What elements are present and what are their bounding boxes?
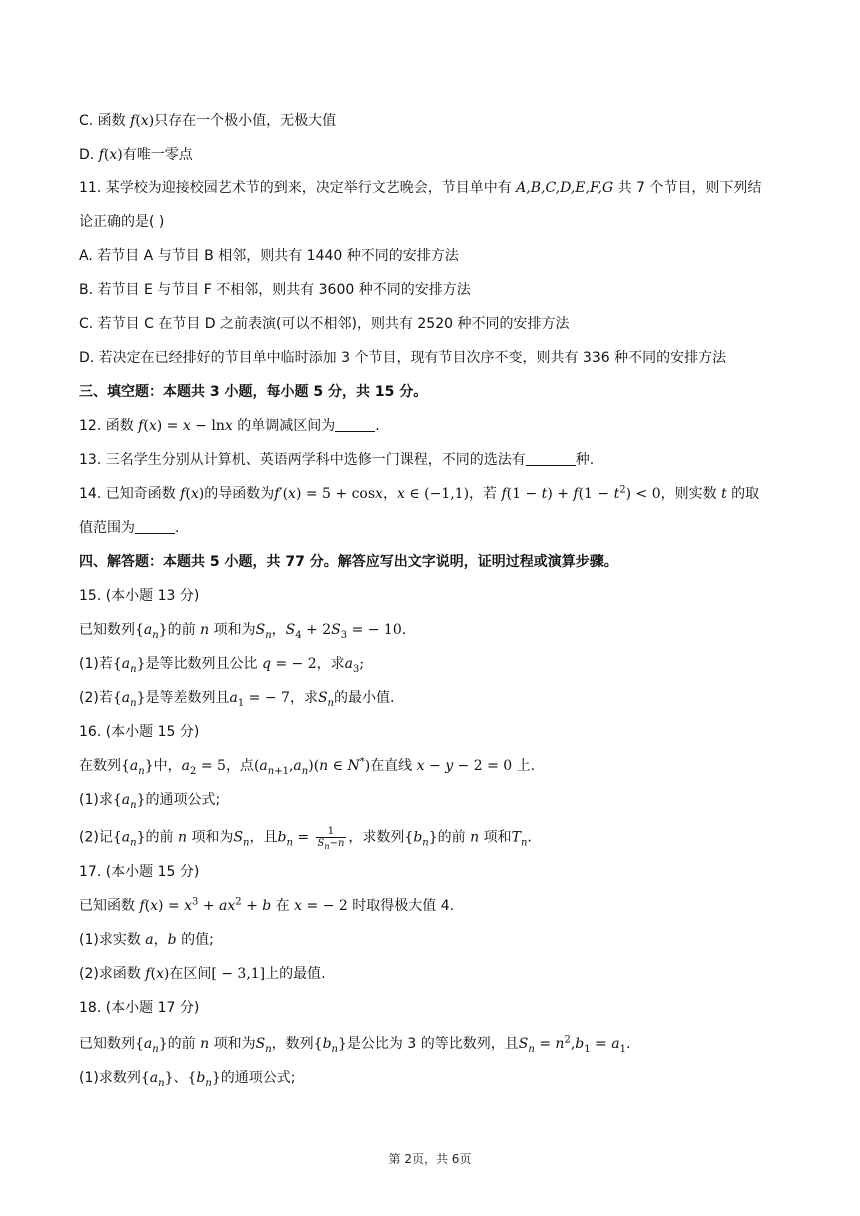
section-4-title: 四、解答题：本题共 5 小题，共 77 分。解答应写出文字说明，证明过程或演算步骤。 bbox=[79, 554, 618, 570]
q15-header: 15. (本小题 13 分) bbox=[79, 588, 200, 604]
q18-header: 18. (本小题 17 分) bbox=[79, 1000, 200, 1016]
section-3-title: 三、填空题：本题共 3 小题，每小题 5 分，共 15 分。 bbox=[79, 384, 428, 400]
q16-part2: (2)记$\{a_n\}$的前 n 项和为$S_n$，且$b_n$ = $\frac{1}{S_n-n}$ ，求数列$\{b_n\}$的前 n 项和$T_n$. bbox=[79, 826, 532, 851]
q18-part1: (1)求数列$\{a_n\}$、$\{b_n\}$的通项公式; bbox=[79, 1070, 296, 1089]
page-footer: 第 2页，共 6页 bbox=[388, 1152, 472, 1166]
q10-option-c: C. 函数 f(x)只存在一个极小值，无极大值 bbox=[79, 113, 337, 129]
q11-option-b: B. 若节目 E 与节目 F 不相邻，则共有 3600 种不同的安排方法 bbox=[79, 282, 471, 298]
q11-option-a: A. 若节目 A 与节目 B 相邻，则共有 1440 种不同的安排方法 bbox=[79, 248, 459, 264]
q11-option-d: D. 若决定在已经排好的节目单中临时添加 3 个节目，现有节目次序不变，则共有 336 种不同的安排方法 bbox=[79, 350, 727, 366]
q10-option-d: D. f(x)有唯一零点 bbox=[79, 147, 193, 163]
q18-stem: 已知数列$\{a_n\}$的前 n 项和为$S_n$，数列$\{b_n\}$是公比为 3 的等比数列，且$S_n = n^2,b_1 = a_1$. bbox=[79, 1034, 631, 1055]
q14-line1: 14. 已知奇函数 f(x)的导函数为f′(x) = 5 + cosx，x ∈ (−1,1)，若 $f(1 - t) + f(1 - t^2) < 0$，则实数 t 的取 bbox=[79, 484, 760, 502]
q11-option-c: C. 若节目 C 在节目 D 之前表演(可以不相邻)，则共有 2520 种不同的安排方法 bbox=[79, 316, 570, 332]
q15-part1: (1)若$\{a_n\}$是等比数列且公比 q = − 2，求$a_3$; bbox=[79, 656, 365, 675]
q16-part1: (1)求$\{a_n\}$的通项公式; bbox=[79, 792, 221, 811]
answer-blank bbox=[526, 451, 576, 466]
q11-stem-line1: 11. 某学校为迎接校园艺术节的到来，决定举行文艺晚会，节目单中有 A,B,C,D,E,F,G 共 7 个节目，则下列结 bbox=[79, 180, 762, 196]
answer-blank bbox=[335, 417, 375, 432]
q12-line: 12. 函数 f(x) = x − lnx 的单调减区间为 . bbox=[79, 418, 380, 434]
q15-part2: (2)若$\{a_n\}$是等差数列且$a_1$ = − 7，求$S_n$的最小值. bbox=[79, 690, 395, 709]
math-fx: f bbox=[130, 113, 136, 129]
fraction: $\frac{1}{S_n-n}$ bbox=[317, 826, 345, 851]
q17-header: 17. (本小题 15 分) bbox=[79, 864, 200, 880]
q11-stem-line2: 论正确的是( ) bbox=[79, 214, 165, 230]
q17-part2: (2)求函数 f(x)在区间[ − 3,1]上的最值. bbox=[79, 966, 326, 982]
q16-header: 16. (本小题 15 分) bbox=[79, 724, 200, 740]
q16-stem: 在数列$\{a_n\}$中，$a_2 = 5$，点$(a_{n+1},a_n)(n$ ∈ N*)在直线 x − y − 2 = 0 上. bbox=[79, 756, 536, 777]
q14-line2: 值范围为 . bbox=[79, 520, 180, 536]
q17-part1: (1)求实数 a，b 的值; bbox=[79, 932, 214, 948]
q17-stem: 已知函数 $f(x) = x^3 + ax^2 + b$ 在 x = − 2 时取得极大值 4. bbox=[79, 896, 455, 914]
q13-line: 13. 三名学生分别从计算机、英语两学科中选修一门课程，不同的选法有 种. bbox=[79, 452, 595, 468]
q15-stem: 已知数列$\{a_n\}$的前 n 项和为$S_n$，$S_4 + 2S_3$ = − 10. bbox=[79, 622, 407, 641]
answer-blank bbox=[135, 519, 175, 534]
